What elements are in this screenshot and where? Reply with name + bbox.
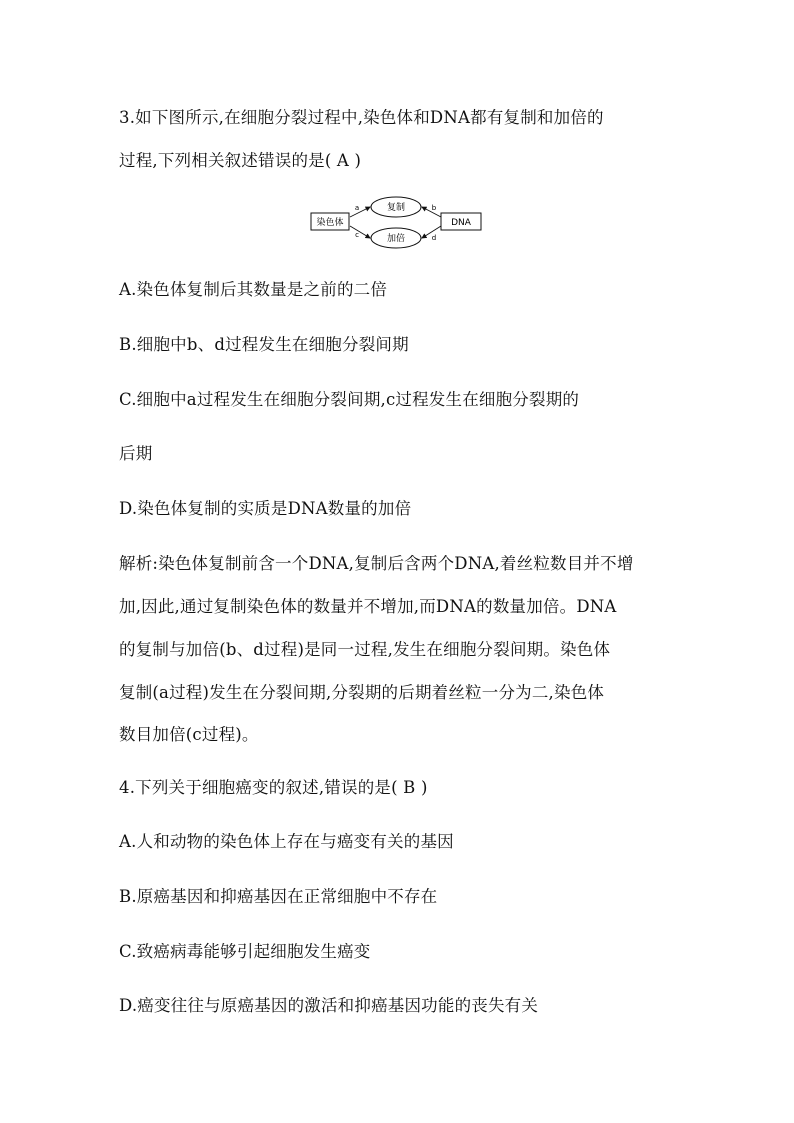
label-a: a [354, 204, 360, 212]
q3-analysis-line-3: 的复制与加倍(b、d过程)是同一过程,发生在细胞分裂间期。染色体 [119, 640, 611, 659]
arrow-c [350, 226, 370, 238]
q4-stem: 4.下列关于细胞癌变的叙述,错误的是( B ) [119, 778, 428, 797]
q4-option-d: D.癌变往往与原癌基因的激活和抑癌基因功能的丧失有关 [119, 996, 539, 1015]
dna-box-label: DNA [451, 218, 471, 228]
q3-analysis-line-2: 加,因此,通过复制染色体的数量并不增加,而DNA的数量加倍。DNA [119, 597, 617, 616]
arrow-a [350, 207, 370, 217]
q3-analysis-line-5: 数目加倍(c过程)。 [119, 725, 259, 744]
q4-option-c: C.致癌病毒能够引起细胞发生癌变 [119, 942, 371, 961]
q4-option-b: B.原癌基因和抑癌基因在正常细胞中不存在 [119, 887, 438, 906]
q3-analysis-line-1: 解析:染色体复制前含一个DNA,复制后含两个DNA,着丝粒数目并不增 [119, 554, 634, 573]
label-d: d [431, 234, 437, 242]
q3-option-c-continued: 后期 [119, 444, 153, 463]
q3-option-a: A.染色体复制后其数量是之前的二倍 [119, 280, 388, 299]
chromosome-dna-diagram [310, 193, 485, 251]
label-b: b [431, 204, 437, 212]
double-ellipse-label: 加倍 [386, 234, 406, 244]
q3-stem-line-2: 过程,下列相关叙述错误的是( A ) [119, 151, 362, 170]
q4-option-a: A.人和动物的染色体上存在与癌变有关的基因 [119, 832, 454, 851]
q3-stem-line-1: 3.如下图所示,在细胞分裂过程中,染色体和DNA都有复制和加倍的 [119, 108, 604, 127]
q3-option-c: C.细胞中a过程发生在细胞分裂间期,c过程发生在细胞分裂期的 [119, 390, 580, 409]
replicate-ellipse-label: 复制 [386, 203, 406, 213]
q3-option-d: D.染色体复制的实质是DNA数量的加倍 [119, 499, 412, 518]
label-c: c [355, 231, 359, 239]
q3-analysis-line-4: 复制(a过程)发生在分裂间期,分裂期的后期着丝粒一分为二,染色体 [119, 683, 605, 702]
chromosome-box-label: 染色体 [316, 218, 344, 228]
q3-option-b: B.细胞中b、d过程发生在细胞分裂间期 [119, 335, 409, 354]
